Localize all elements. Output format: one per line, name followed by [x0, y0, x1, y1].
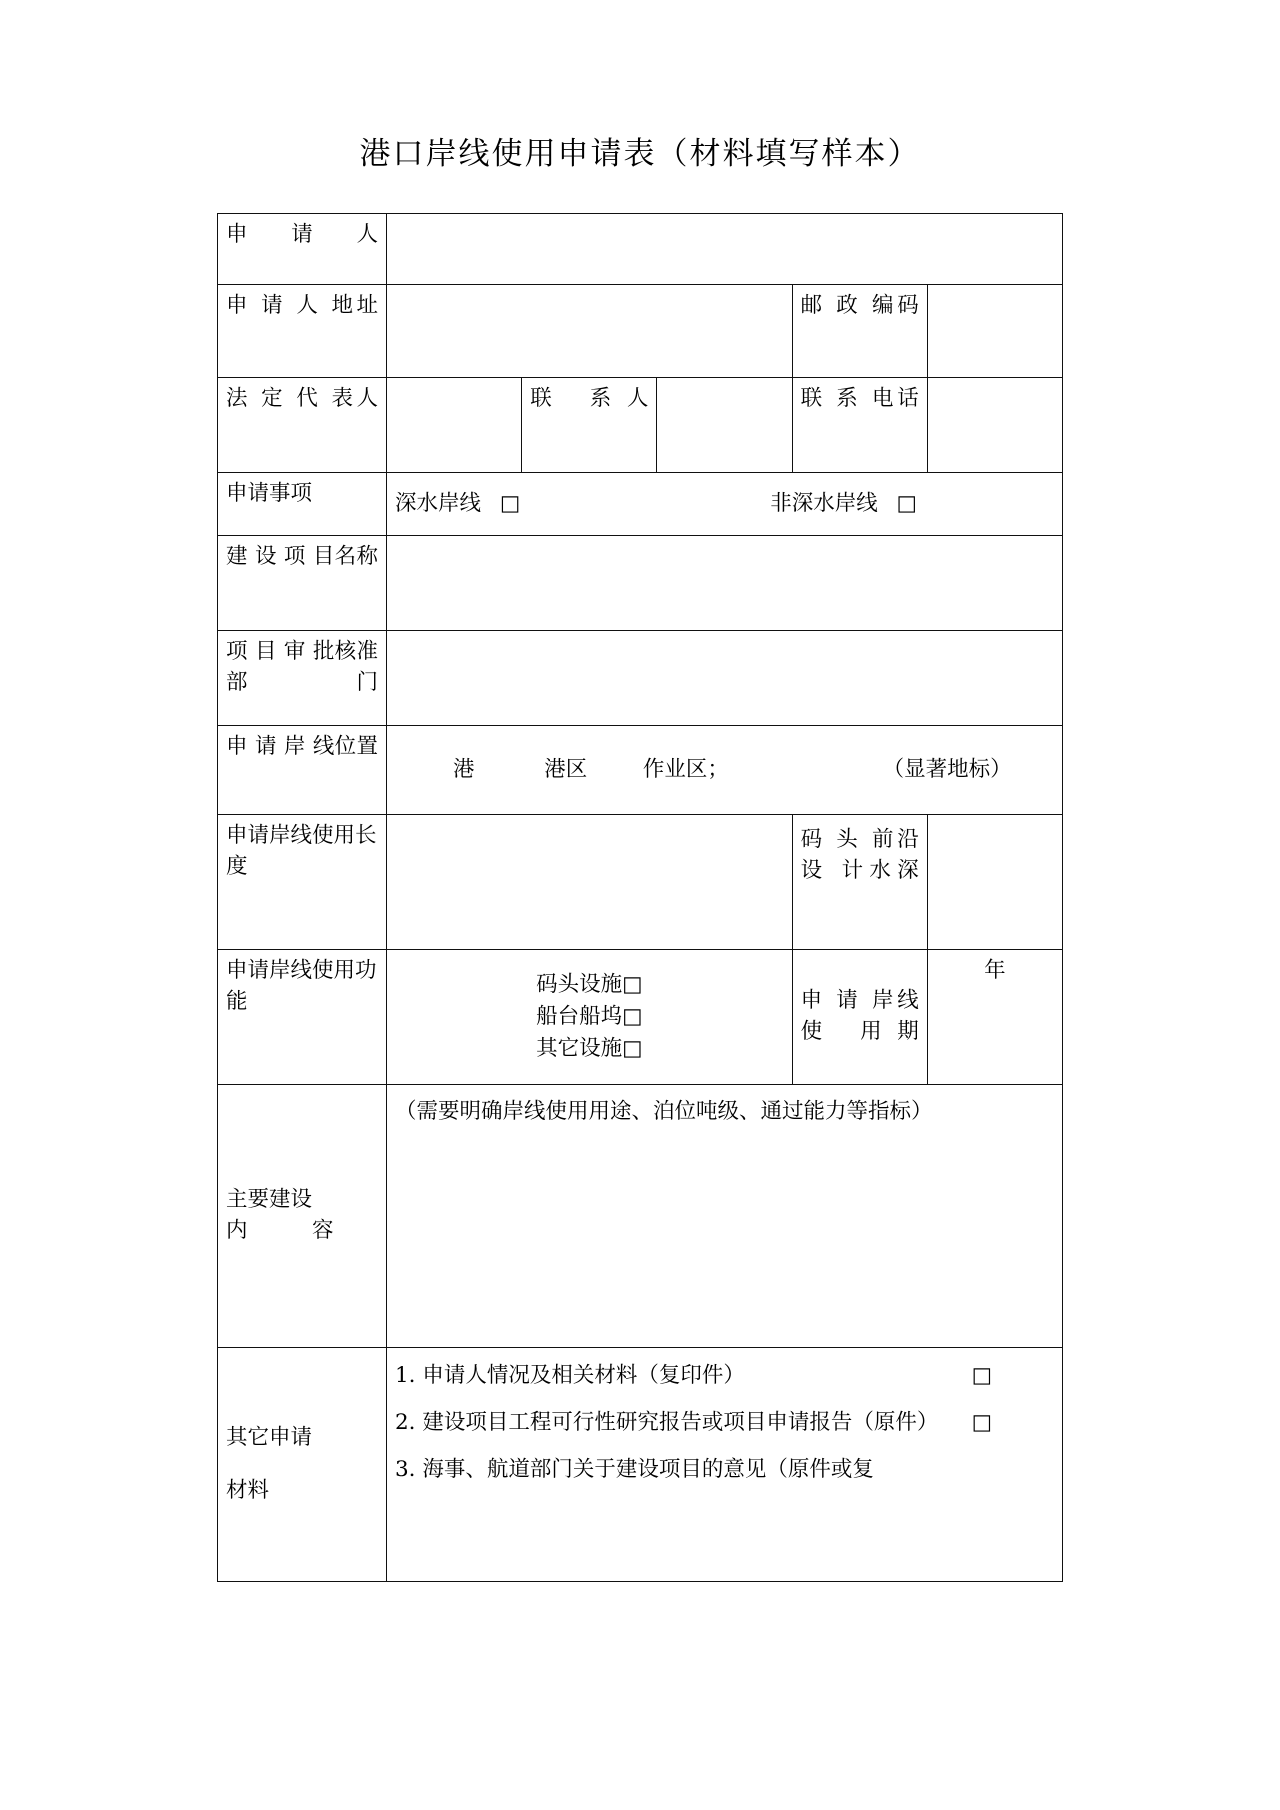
- option-slipway-drydock[interactable]: [395, 1001, 784, 1033]
- label-shoreline-length: [218, 815, 387, 950]
- option-deep-water-shoreline-label: 深水岸线: [395, 490, 482, 516]
- text-port-area: 港区: [544, 756, 588, 782]
- cell-shoreline-location-value[interactable]: [387, 726, 1063, 815]
- table-row-other-materials: [218, 1348, 1063, 1582]
- label-legal-representative: 法 定 代 表人: [218, 378, 387, 473]
- field-shoreline-length-value[interactable]: [387, 815, 793, 950]
- field-approval-department-value[interactable]: [387, 631, 1063, 726]
- field-shoreline-use-period-value[interactable]: 年: [927, 950, 1062, 1085]
- label-shoreline-function: [218, 950, 387, 1085]
- text-port: 港: [453, 756, 475, 782]
- field-project-name-value[interactable]: [387, 536, 1063, 631]
- label-quay-front-design-depth: 码 头 前沿 设 计水深: [792, 815, 927, 950]
- checkbox-non-deep-water-shoreline[interactable]: □: [896, 490, 917, 516]
- table-row-apply-matter: [218, 473, 1063, 536]
- text-work-area: 作业区；: [642, 756, 729, 782]
- table-row-applicant: [218, 214, 1063, 285]
- material-item-1[interactable]: [395, 1360, 1054, 1391]
- material-item-3-text: 3. 海事、航道部门关于建设项目的意见（原件或复: [395, 1457, 874, 1483]
- table-row-applicant-address: [218, 285, 1063, 378]
- cell-other-materials-list: [387, 1348, 1063, 1582]
- table-row-legal-representative: [218, 378, 1063, 473]
- label-main-construction: [218, 1085, 387, 1348]
- label-shoreline-length-text: 申请岸线使用长度: [226, 823, 377, 879]
- field-contact-phone-value[interactable]: [927, 378, 1062, 473]
- option-wharf-facility[interactable]: [395, 969, 784, 1001]
- checkbox-deep-water-shoreline[interactable]: □: [499, 490, 521, 516]
- checkbox-other-facility[interactable]: □: [622, 1036, 643, 1062]
- option-other-facility[interactable]: [395, 1033, 784, 1065]
- label-contact-person: 联 系人: [522, 378, 657, 473]
- cell-apply-matter-options: [387, 473, 1063, 536]
- label-applicant: 申 请 人: [218, 214, 387, 285]
- table-row-shoreline-length: [218, 815, 1063, 950]
- checkbox-slipway-drydock[interactable]: □: [622, 1003, 643, 1029]
- option-slipway-drydock-label: 船台船坞: [536, 1003, 623, 1029]
- field-applicant-address-value[interactable]: [387, 285, 793, 378]
- option-non-deep-water-shoreline[interactable]: [770, 489, 917, 520]
- material-item-2[interactable]: [395, 1407, 1054, 1438]
- table-row-approval-department: [218, 631, 1063, 726]
- table-row-project-name: [218, 536, 1063, 631]
- label-approval-department: 项 目 审 批核准部门: [218, 631, 387, 726]
- material-item-1-text: 1. 申请人情况及相关材料（复印件）: [395, 1363, 745, 1388]
- application-form-container: [217, 173, 1063, 1582]
- checkbox-wharf-facility[interactable]: □: [622, 971, 643, 997]
- option-deep-water-shoreline[interactable]: [395, 489, 520, 520]
- field-contact-person-value[interactable]: [657, 378, 792, 473]
- label-apply-matter: 申请事项: [218, 473, 387, 536]
- main-construction-note: （需要明确岸线使用用途、泊位吨级、通过能力等指标）: [395, 1099, 933, 1124]
- label-shoreline-function-text: 申请岸线使用功能: [226, 958, 377, 1014]
- material-item-2-text: 2. 建设项目工程可行性研究报告或项目申请报告（原件）: [395, 1410, 939, 1436]
- label-shoreline-use-period: 申 请 岸线 使 用期: [792, 950, 927, 1085]
- label-contact-phone: 联 系 电话: [792, 378, 927, 473]
- cell-shoreline-function-options: [387, 950, 793, 1085]
- label-postal-code: 邮 政 编码: [792, 285, 927, 378]
- table-row-main-construction: [218, 1085, 1063, 1348]
- label-main-construction-line2: 内 容: [226, 1218, 334, 1243]
- option-other-facility-label: 其它设施: [536, 1036, 623, 1062]
- shoreline-location-template: [395, 749, 1054, 792]
- label-applicant-address: 申 请 人 地址: [218, 285, 387, 378]
- material-item-3[interactable]: [395, 1454, 1054, 1485]
- checkbox-material-item-1[interactable]: □: [971, 1363, 992, 1388]
- label-shoreline-location: 申 请 岸 线位置: [218, 726, 387, 815]
- port-shoreline-application-table: [217, 213, 1063, 1582]
- page-title: 港口岸线使用申请表（材料填写样本）: [359, 136, 921, 172]
- field-quay-front-design-depth-value[interactable]: [927, 815, 1062, 950]
- label-other-materials: [218, 1348, 387, 1582]
- field-postal-code-value[interactable]: [927, 285, 1062, 378]
- field-applicant-value[interactable]: [387, 214, 1063, 285]
- label-other-materials-line2: 材料: [226, 1477, 270, 1503]
- label-main-construction-line1: 主要建设: [226, 1187, 313, 1213]
- cell-main-construction-content[interactable]: [387, 1085, 1063, 1348]
- table-row-shoreline-location: [218, 726, 1063, 815]
- field-legal-representative-value[interactable]: [387, 378, 522, 473]
- option-non-deep-water-shoreline-label: 非深水岸线: [770, 490, 878, 516]
- apply-matter-option-group: [395, 489, 1054, 520]
- label-project-name: 建 设 项 目名称: [218, 536, 387, 631]
- table-row-shoreline-function: [218, 950, 1063, 1085]
- label-other-materials-line1: 其它申请: [226, 1424, 313, 1450]
- text-landmark: （显著地标）: [882, 756, 1012, 782]
- shoreline-function-option-group: [395, 969, 784, 1066]
- checkbox-material-item-2[interactable]: □: [971, 1410, 992, 1436]
- option-wharf-facility-label: 码头设施: [536, 971, 623, 997]
